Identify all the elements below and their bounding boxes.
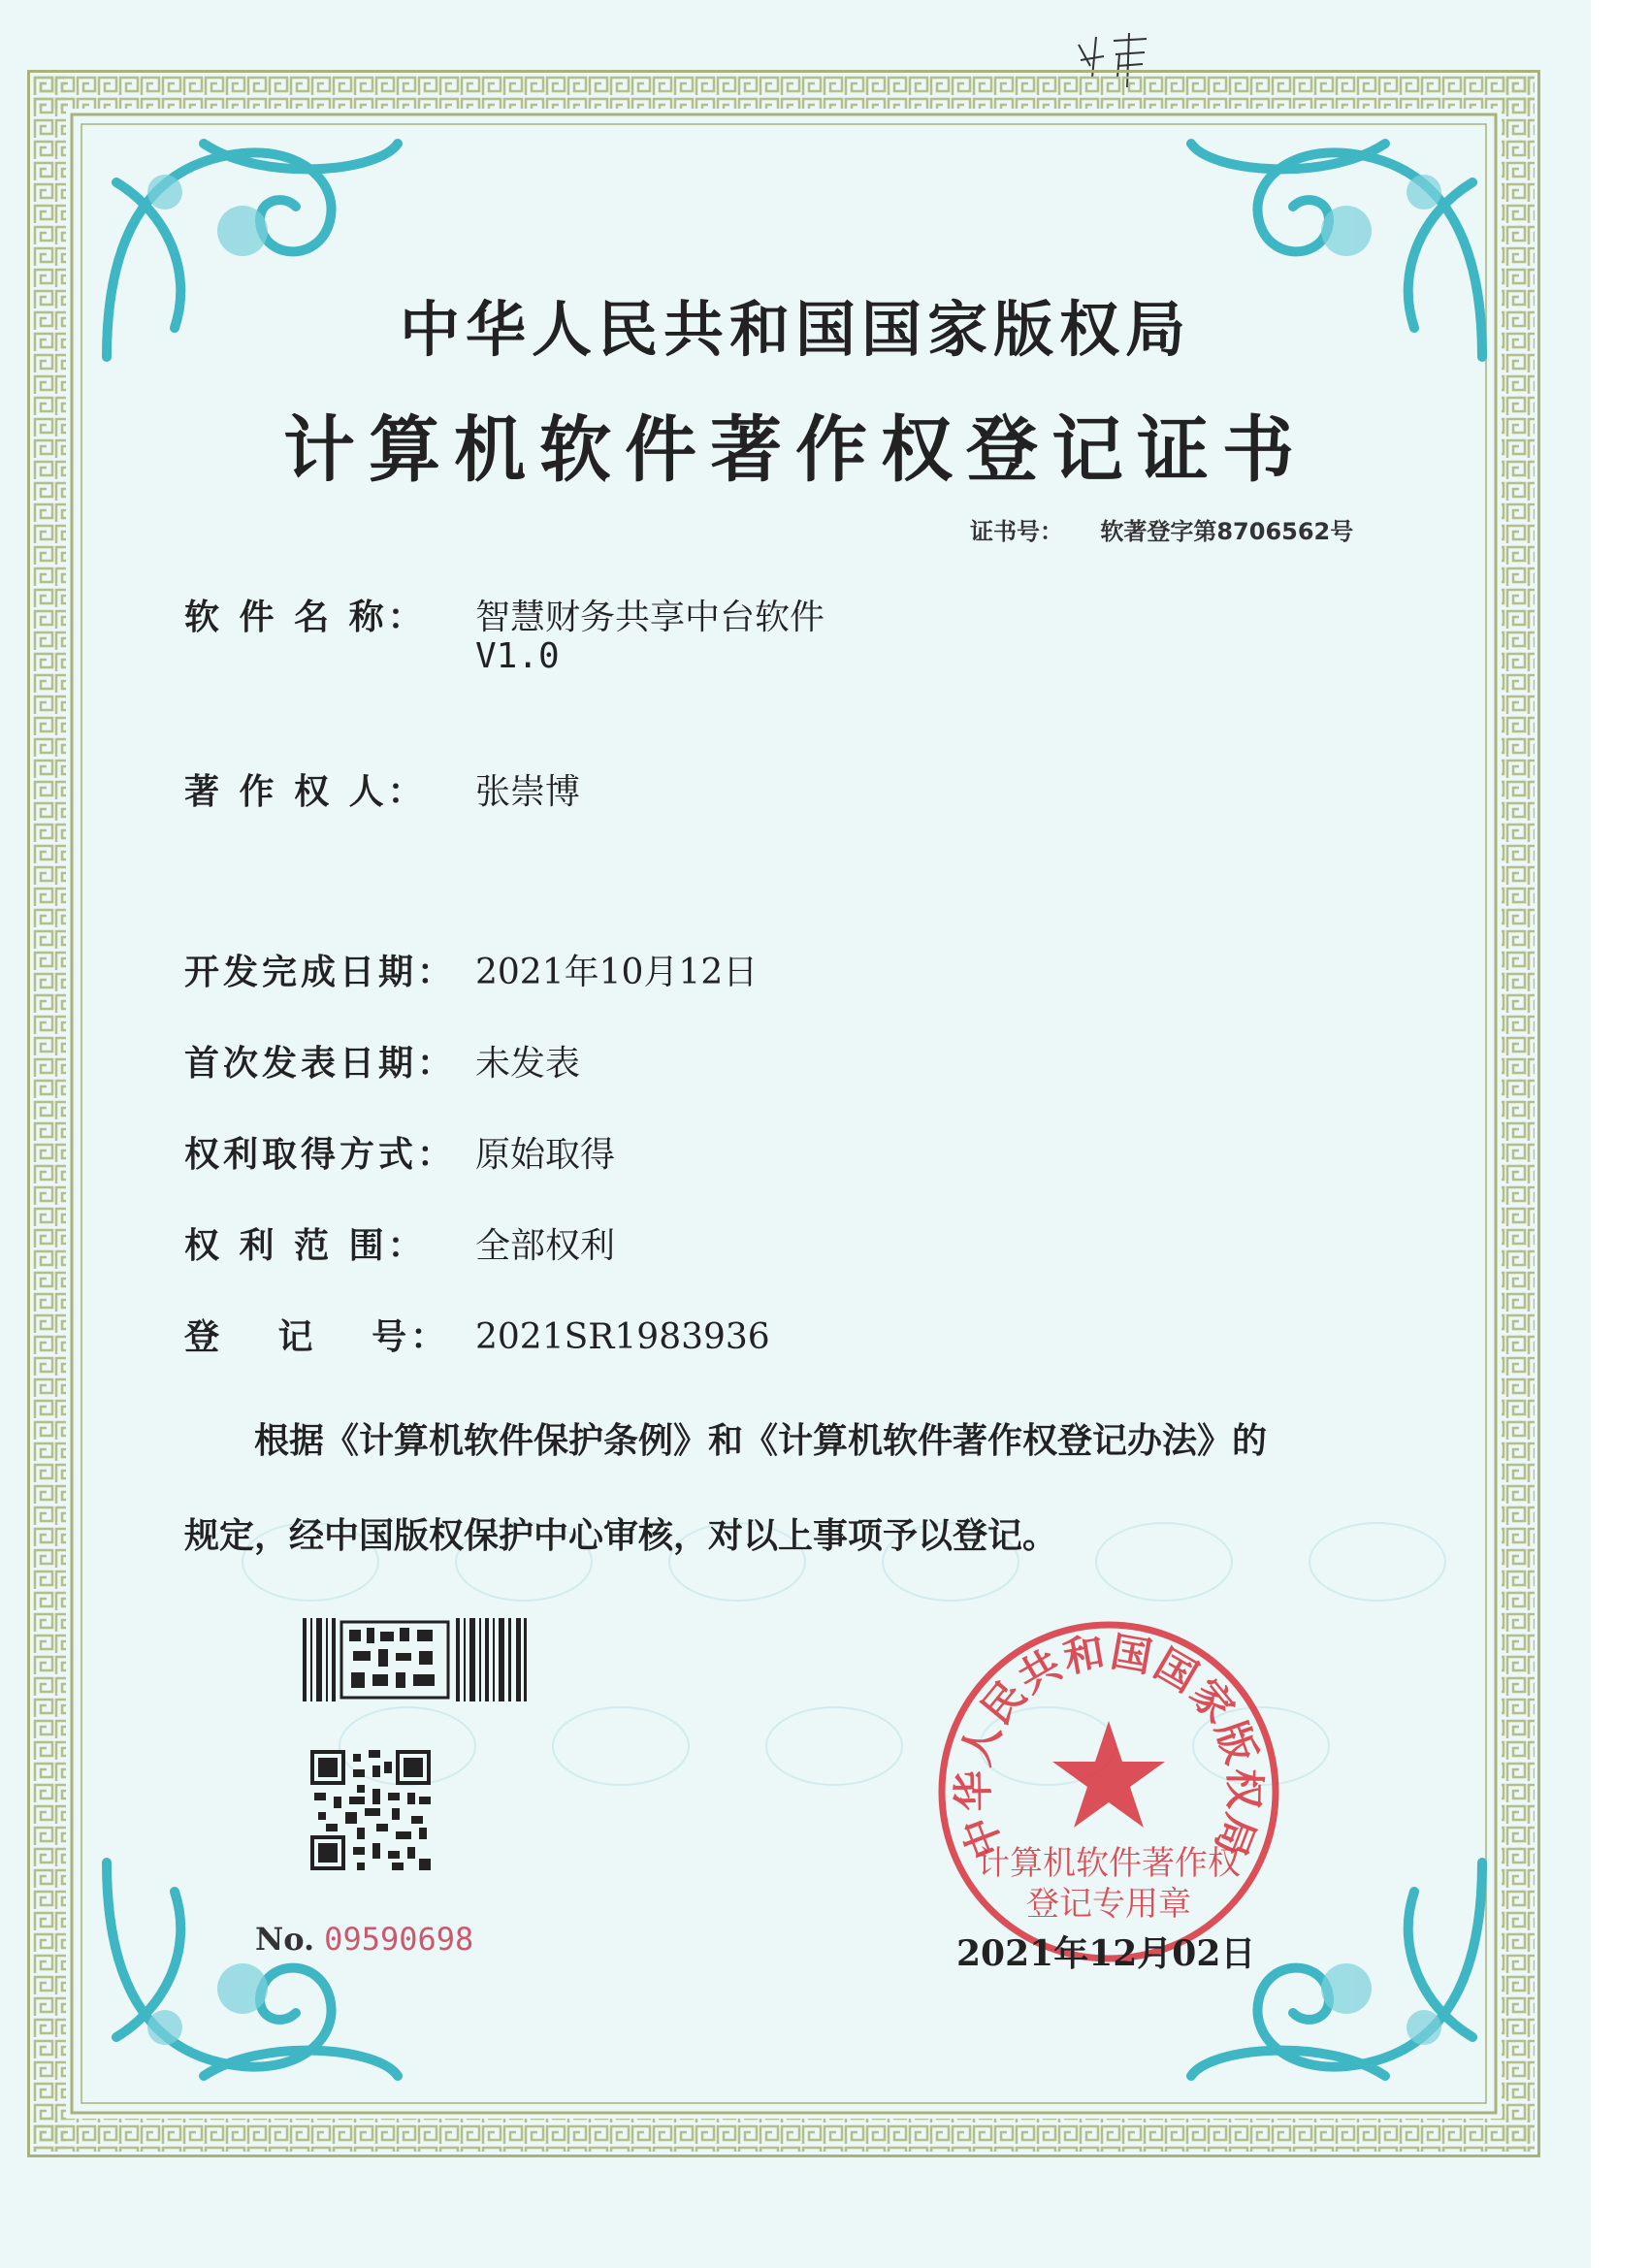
- svg-text:中华人民共和国国家版权局: 中华人民共和国国家版权局: [949, 1627, 1269, 1865]
- certificate-number-value: 软著登字第8706562号: [1100, 518, 1354, 545]
- field-label: 开发完成日期：: [184, 952, 457, 992]
- qr-code: [310, 1750, 431, 1870]
- field-completion-date: [184, 945, 758, 994]
- corner-ornament-bottom-left: [87, 1843, 407, 2095]
- field-rights-scope: [184, 1218, 615, 1268]
- first-publication-date-value: 未发表: [475, 1044, 581, 1084]
- field-label: 登 记 号：: [184, 1316, 450, 1357]
- software-name-value: 智慧财务共享中台软件: [475, 598, 825, 637]
- completion-date-value: 2021年10月12日: [475, 953, 759, 992]
- serial-number-label: No.: [255, 1921, 315, 1958]
- certificate-title: 计算机软件著作权登记证书: [283, 408, 1308, 492]
- field-label: 著 作 权 人：: [184, 771, 427, 812]
- issue-date: 2021年12月02日: [956, 1933, 1256, 1974]
- field-label: 软 件 名 称：: [184, 597, 427, 637]
- certificate-number-label: 证书号：: [970, 518, 1063, 545]
- field-registration-number: [184, 1310, 770, 1359]
- registration-number-value: 2021SR1983936: [475, 1317, 770, 1357]
- field-label: 权利取得方式：: [184, 1134, 457, 1175]
- svg-text:登记专用章: 登记专用章: [1026, 1885, 1191, 1924]
- official-seal: [929, 1612, 1288, 1971]
- acquisition-method-value: 原始取得: [475, 1135, 616, 1175]
- copyright-owner-value: 张崇博: [475, 772, 581, 812]
- certificate-number: [970, 512, 1353, 546]
- field-first-publication-date: [184, 1036, 580, 1085]
- field-copyright-owner: [184, 764, 580, 814]
- field-label: 首次发表日期：: [184, 1043, 457, 1084]
- statement-line-1: 根据《计算机软件保护条例》和《计算机软件著作权登记办法》的: [254, 1420, 1268, 1461]
- field-label: 权 利 范 围：: [184, 1225, 427, 1266]
- svg-text:计算机软件著作权: 计算机软件著作权: [977, 1844, 1241, 1883]
- software-version: V1.0: [475, 636, 560, 676]
- rights-scope-value: 全部权利: [475, 1226, 616, 1266]
- serial-number: [255, 1921, 473, 1958]
- statement-line-2: 规定，经中国版权保护中心审核，对以上事项予以登记。: [184, 1515, 1058, 1556]
- serial-number-value: 09590698: [324, 1921, 474, 1958]
- field-software-name: [184, 590, 825, 676]
- field-acquisition-method: [184, 1127, 615, 1177]
- barcode: [303, 1618, 528, 1701]
- issuing-office: 中华人民共和国国家版权局: [399, 294, 1191, 365]
